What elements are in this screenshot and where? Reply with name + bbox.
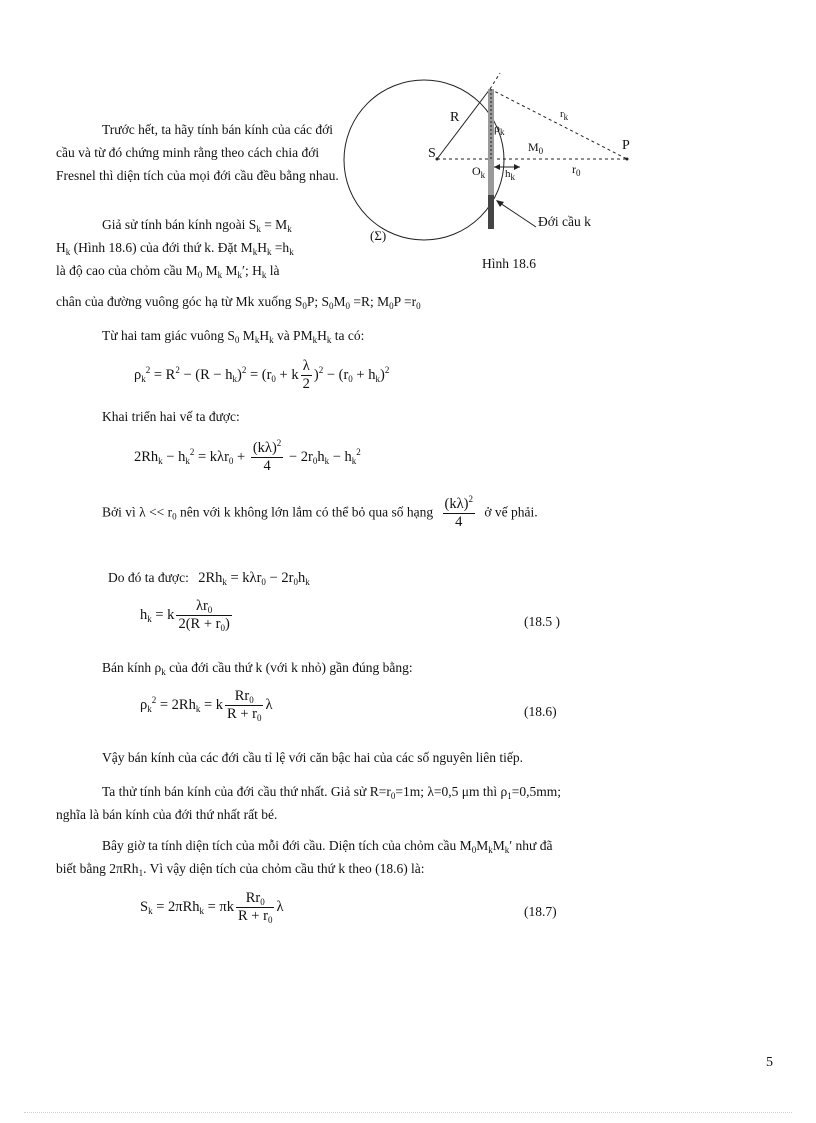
figure-caption: Hình 18.6 — [482, 256, 536, 271]
figure-18-6 — [340, 55, 660, 285]
paragraph-triangles: Từ hai tam giác vuông $S_0$ $M_kH_k$ và $PM_kH_k$ ta có: — [102, 328, 365, 345]
radius-line — [437, 89, 490, 159]
page-number: 5 — [766, 1055, 773, 1070]
sphere-circle — [344, 80, 504, 240]
paragraph-approx: Bởi vì $\lambda << r_0$ nên với k không lớn lắm có thể bỏ qua số hạng $\frac{(k\lambda)^2}{4}$ ở vế phải. — [102, 494, 538, 530]
label-rho-k: $\rho_k$ — [494, 121, 505, 137]
label-S: S — [428, 146, 436, 161]
equation-number-18-7: (18.7) — [524, 904, 557, 919]
label-P: P — [622, 138, 630, 153]
zone-band-dark — [488, 195, 494, 229]
equation-rho-squared: $\rho_k^2 = R^2 - (R - h_k)^2 = (r_0 + k$ $\frac{\lambda}{2}$ )$^2 - (r_0 + h_k)^2$ — [134, 358, 390, 392]
hk-arrowhead-left — [494, 164, 500, 170]
zone-pointer — [497, 201, 536, 227]
paragraph-first-zone: Ta thử tính bán kính của đới cầu thứ nhất. Giả sử $R=r_0=1m$; λ=0,5 μm thì $\rho_1=0,5mm$; nghĩa là bán kính của đới thứ nhất rất bé. — [56, 784, 561, 822]
paragraph-sqrt: Vậy bán kính của các đới cầu tỉ lệ với căn bậc hai của các số nguyên liên tiếp. — [102, 750, 523, 765]
dashed-top — [490, 73, 500, 89]
equation-area: $S_k = 2\pi Rh_k = \pi k$ $\frac{Rr_0}{R + r_0}$ λ — [140, 890, 284, 925]
equation-expanded: $2Rh_k - h_k^2 = k\lambda r_0$ + $\frac{(k\lambda)^2}{4}$ − $2r_0h_k - h_k^2$ — [134, 438, 361, 474]
label-hk: $h_k$ — [505, 168, 515, 182]
paragraph-radius: Bán kính $\rho_k$ của đới cầu thứ k (với k nhỏ) gần đúng bằng: — [102, 660, 413, 677]
label-sigma: (Σ) — [370, 228, 387, 243]
paragraph-intro: Trước hết, ta hãy tính bán kính của các đới cầu và từ đó chứng minh rằng theo cách chia đới Fresnel thì diện tích của mọi đới cầu đều bằng nhau. — [56, 122, 339, 183]
label-R: R — [450, 110, 460, 125]
rk-line — [490, 89, 627, 159]
equation-hk: $h_k = k$ $\frac{\lambda r_0}{2(R + r_0)}$ — [140, 598, 230, 633]
label-rk: $r_k$ — [560, 108, 569, 122]
label-Ok: $O_k$ — [472, 164, 486, 180]
paragraph-expand: Khai triển hai vế ta được: — [102, 409, 240, 424]
point-s — [436, 158, 439, 161]
point-p — [626, 158, 629, 161]
equation-number-18-6: (18.6) — [524, 704, 557, 719]
label-zone: Đới cầu k — [538, 214, 591, 229]
paragraph-foot: chân của đường vuông góc hạ từ Mk xuống $S_0P$; $S_0M_0 =R$; $M_0P =r_0$ — [56, 294, 421, 311]
label-r0: $r_0$ — [572, 162, 581, 178]
label-M0: $M_0$ — [528, 140, 544, 156]
paragraph-result: Do đó ta được: $2Rh_k = k\lambda r_0 - 2r_0h_k$ — [108, 570, 310, 587]
zone-pointer-head — [496, 200, 504, 207]
paragraph-assume: Giả sử tính bán kính ngoài $S_k = M_k$ $H_k$ (Hình 18.6) của đới thứ k. Đặt $M_kH_k =h_k$ là độ cao của chỏm cầu $M_0$ $M_k$ $M_k'$; $H_k$ là — [56, 217, 294, 280]
paragraph-area: Bây giờ ta tính diện tích của mỗi đới cầu. Diện tích của chỏm cầu $M_0M_kM_k'$ như đã biết bằng 2πRh$_1$. Vì vậy diện tích của chỏm cầu thứ k theo (18.6) là: — [56, 838, 553, 878]
equation-rho-k: $\rho_k^2 = 2Rh_k = k$ $\frac{Rr_0}{R + r_0}$ λ — [140, 688, 273, 723]
footer-rule — [24, 1112, 792, 1113]
equation-number-18-5: (18.5 ) — [524, 614, 560, 629]
